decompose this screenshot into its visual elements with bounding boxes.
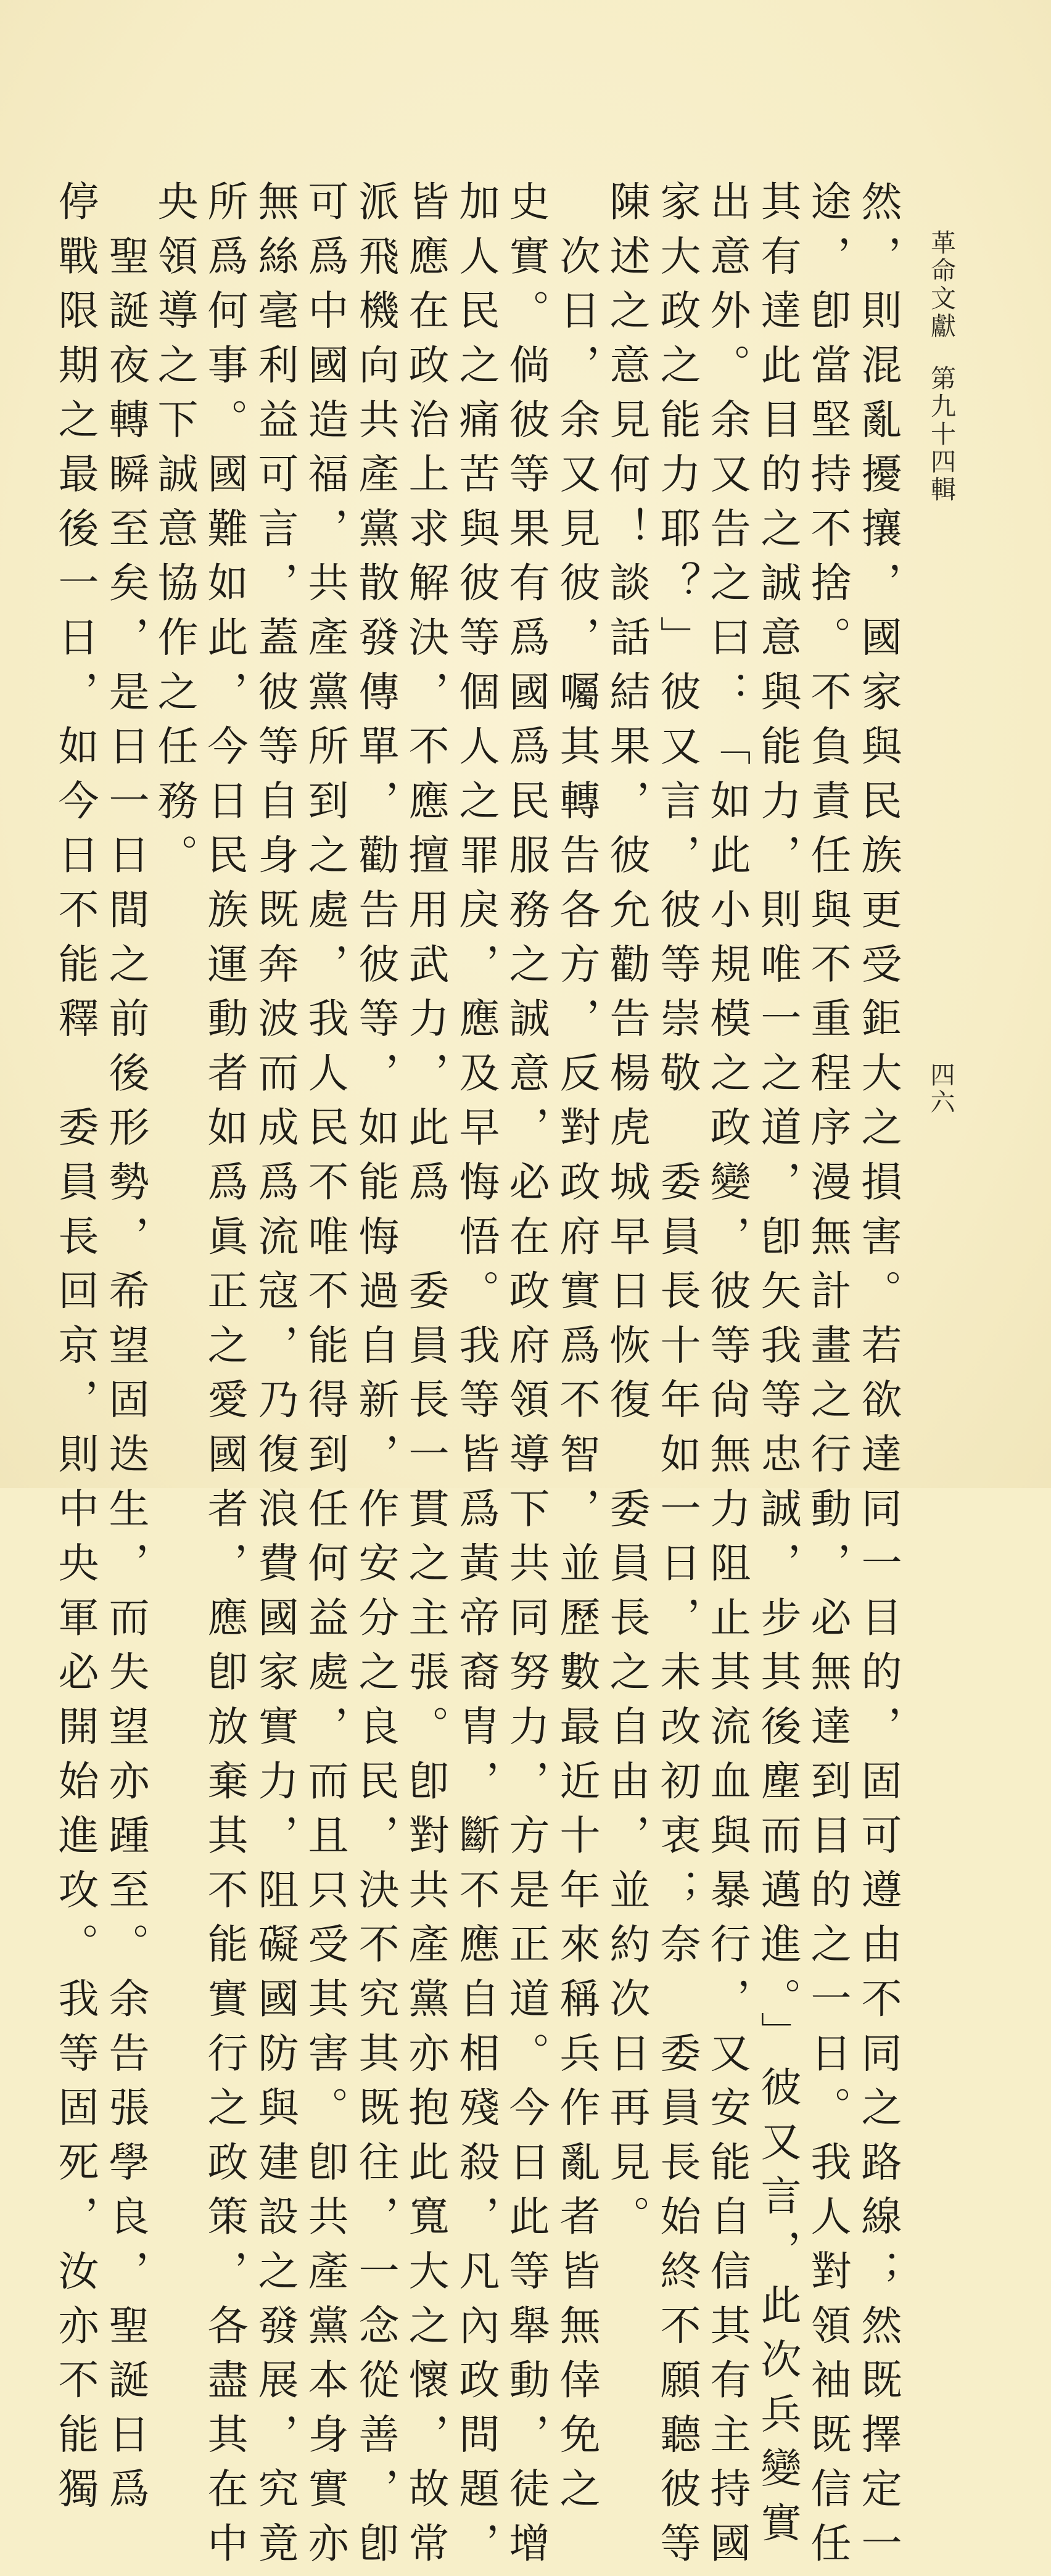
text-column-4: 出意外。余又告之曰：「如此小規模之政變，彼等尙無力阻止其流血與暴行，又安能自信其有主持國	[703, 180, 751, 2576]
text-column-2: 途，卽當堅持不捨。不負責任與不重程序漫無計畫之行動，必無達到目的之一日。我人對領袖既信任	[804, 180, 851, 2576]
text-column-1: 然，則混亂擾攘，國家與民族更受鉅大之損害。若欲達同一目的，固可遵由不同之路線；然既擇定一	[854, 180, 902, 2576]
text-column-5: 家大政之能力耶？」彼又言，彼等崇敬 委員長十年如一日，未改初衷；奈 委員長始終不願聽彼等	[653, 180, 701, 2576]
running-head	[923, 229, 960, 504]
text-column-6: 陳述之意見何！談話結果，彼允勸告楊虎城早日恢復 委員長之自由，並約次日再見。	[603, 180, 650, 2250]
text-column-15: 央領導之下誠意協作之任務。	[150, 180, 198, 888]
volume-label: 第九十四輯	[926, 365, 956, 504]
text-column-11: 派飛機向共產黨散發傳單，勸告彼等，如能悔過自新，作安分之良民，決不究其既往，一念從善，卽	[352, 180, 399, 2576]
body-text	[51, 180, 907, 2576]
text-column-7: 次日，余又見彼，囑其轉告各方，反對政府實爲不智，並歷數最近十年來稱兵作亂者皆無倖免之	[553, 180, 600, 2522]
text-column-9: 加人民之痛苦與彼等個人之罪戾，應及早悔悟。我等皆爲黃帝裔胄，斷不應自相殘殺，凡內政問題，	[452, 180, 500, 2576]
text-column-10: 皆應在政治上求解決，不應擅用武力，此爲 委員長一貫之主張。卽對共產黨亦抱此寬大之懷，故常	[402, 180, 449, 2576]
text-column-3: 其有達此目的之誠意與能力，則唯一之道，卽矢我等忠誠，步其後塵而邁進。」彼又言，此次兵變實	[754, 180, 801, 2556]
book-title: 革命文獻	[926, 229, 956, 340]
text-column-14: 所爲何事。國難如此，今日民族運動者如爲眞正之愛國者，應卽放棄其不能實行之政策，各盡其在中	[200, 180, 248, 2576]
text-column-17: 停戰限期之最後一日，如今日不能釋 委員長回京，則中央軍必開始進攻。我等固死，汝亦不能獨	[51, 180, 99, 2522]
text-column-8: 史實。倘彼等果有爲國爲民服務之誠意，必在政府領導下共同努力，方是正道。今日此等舉動，徒增	[502, 180, 550, 2576]
text-column-16: 聖誕夜轉瞬至矣，是日一日間之前後形勢，希望固迭生，而失望亦踵至。余告張學良，聖誕日爲	[102, 180, 149, 2522]
text-column-13: 無絲毫利益可言，蓋彼等自身既奔波而成爲流寇，乃復浪費國家實力，阻礙國防與建設之發展，究竟	[251, 180, 299, 2576]
text-column-12: 可爲中國造福，共產黨所到之處，我人民不唯不能得到任何益處，而且只受其害。卽共產黨本身實亦	[301, 180, 348, 2576]
page-number: 四六	[926, 1062, 955, 1116]
